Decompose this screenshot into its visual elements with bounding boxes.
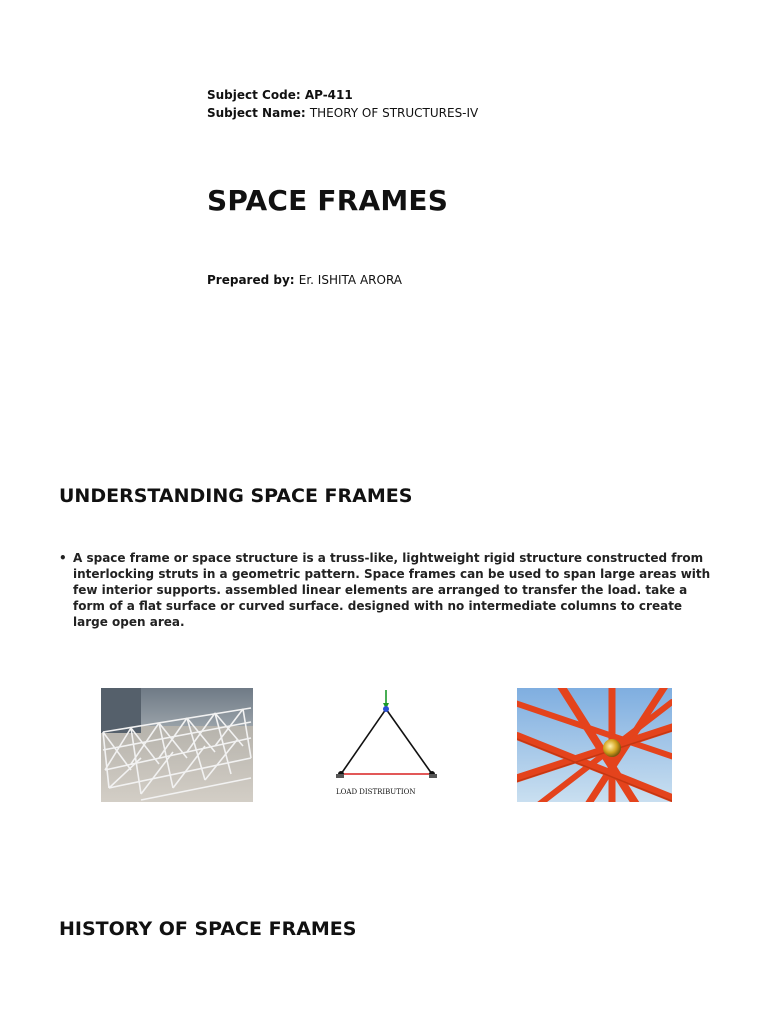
load-distribution-caption: LOAD DISTRIBUTION [336, 788, 416, 796]
space-frame-photo-graphic [101, 688, 253, 802]
space-frame-photo [101, 688, 253, 802]
subject-name-line [207, 104, 478, 122]
load-distribution-graphic [333, 688, 443, 802]
bullet-dot: • [59, 551, 67, 565]
steel-node-joint [603, 739, 621, 757]
section-heading-history: HISTORY OF SPACE FRAMES [59, 918, 357, 940]
steel-node-photo [517, 688, 672, 802]
document-title: SPACE FRAMES [207, 184, 449, 217]
load-distribution-diagram [333, 688, 443, 802]
bullet-text: A space frame or space structure is a truss-like, lightweight rigid structure constructed from interlocking struts in a geometric pattern. Space frames can be used to span large areas with few interior supports. assembled linear elements are arranged to transfer the load. take a form of a flat surface or curved surface. designed with no intermediate columns to create large open area. [73, 551, 711, 629]
subject-name-value: THEORY OF STRUCTURES-IV [309, 106, 479, 120]
author-name: Er. ISHITA ARORA [298, 273, 403, 287]
author-label: Prepared by: [207, 273, 295, 287]
subject-code-label: Subject Code: [207, 88, 301, 102]
subject-code-value: AP-411 [304, 88, 353, 102]
subject-code-line [207, 86, 353, 104]
steel-node-graphic [517, 688, 672, 802]
author-line [207, 271, 402, 289]
subject-name-label: Subject Name: [207, 106, 306, 120]
bullet-paragraph [59, 550, 719, 630]
section-heading-understanding: UNDERSTANDING SPACE FRAMES [59, 485, 413, 507]
